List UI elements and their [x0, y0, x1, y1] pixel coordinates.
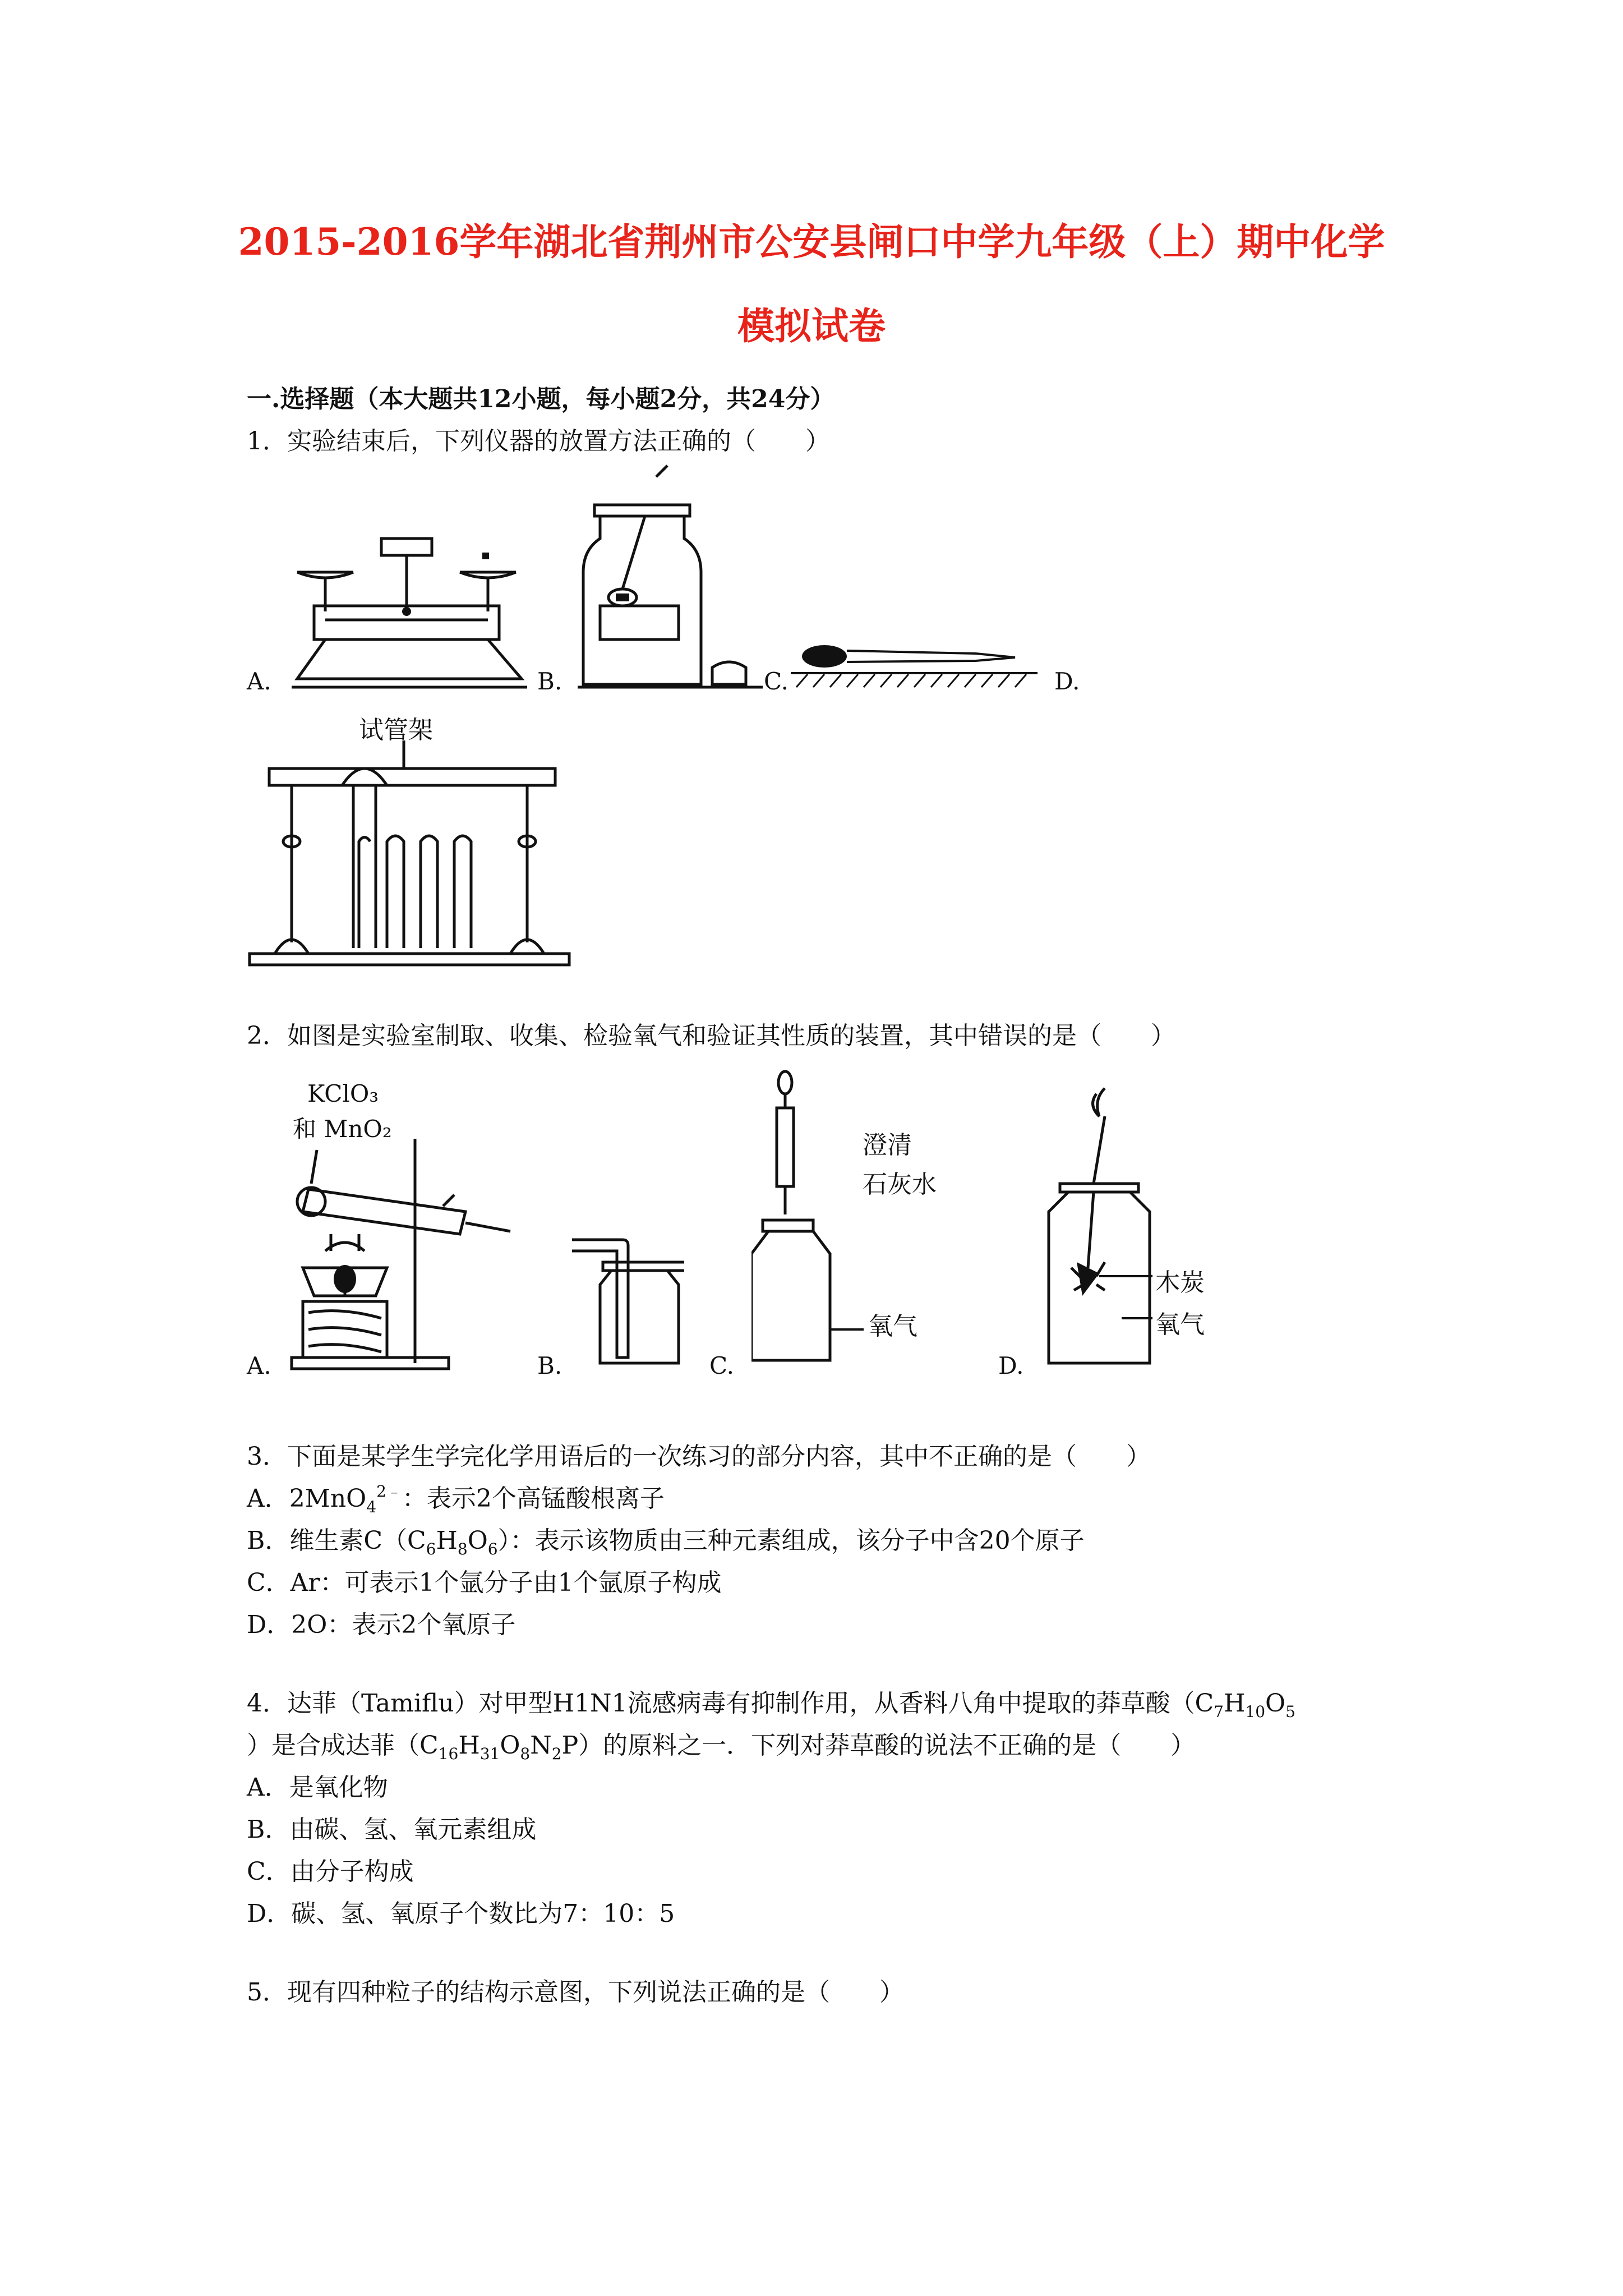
- q2-stem: 2．如图是实验室制取、收集、检验氧气和验证其性质的装置，其中错误的是（ ）: [247, 1022, 1175, 1050]
- q3-b-mid2: O: [467, 1526, 488, 1555]
- q4-l2-sub1: 16: [438, 1745, 459, 1763]
- q4-l2-mid1: H: [458, 1731, 480, 1760]
- q4-option-d: D．碳、氢、氧原子个数比为7：10：5: [247, 1899, 675, 1928]
- q2-option-c-label: C.: [709, 1352, 734, 1379]
- q3-b-sub2: 8: [457, 1540, 468, 1558]
- q4-l2-sub4: 2: [551, 1745, 562, 1763]
- q2-label-limewater-1: 澄清: [863, 1131, 912, 1159]
- q1-option-a-label: A.: [247, 668, 271, 695]
- q1-test-tube-rack-figure: [247, 740, 572, 970]
- q1-stem: 1．实验结束后，下列仪器的放置方法正确的（ ）: [247, 427, 830, 455]
- q4-stem-line2: [247, 1725, 1195, 1763]
- q3-b-text: B．维生素C（C: [247, 1526, 426, 1555]
- q4-l1-sub2: 10: [1245, 1703, 1266, 1721]
- q4-l2-text: ）是合成达菲（C: [247, 1731, 439, 1760]
- q1-option-b-label: B.: [537, 668, 562, 695]
- q2-option-d-label: D.: [998, 1352, 1024, 1379]
- q3-a-text: A．2MnO: [247, 1484, 367, 1513]
- q1-rack-label: 试管架: [359, 716, 433, 744]
- q3-a-sup: 2﹣: [376, 1482, 402, 1501]
- q1-option-c-label: C.: [764, 668, 789, 695]
- q4-l1-mid2: O: [1265, 1689, 1286, 1718]
- q1-balance-figure: [292, 527, 527, 696]
- q2-label-oxygen-c: 氧气: [868, 1312, 917, 1341]
- q3-stem: 3．下面是某学生学完化学用语后的一次练习的部分内容，其中不正确的是（ ）: [247, 1442, 1151, 1471]
- q5-stem: 5．现有四种粒子的结构示意图，下列说法正确的是（ ）: [247, 1978, 904, 2007]
- q4-option-c: C．由分子构成: [247, 1857, 414, 1886]
- q2-label-oxygen-d: 氧气: [1155, 1310, 1205, 1339]
- q4-option-a: A．是氧化物: [247, 1773, 388, 1802]
- q3-b-mid1: H: [436, 1526, 458, 1555]
- q2-label-mno2: 和 MnO₂: [293, 1115, 392, 1143]
- q3-option-c: C．Ar：可表示1个氩分子由1个氩原子构成: [247, 1568, 722, 1597]
- q3-b-sub3: 6: [487, 1540, 498, 1558]
- q3-option-b: [247, 1520, 1085, 1558]
- q3-a-desc: ：表示2个高锰酸根离子: [402, 1484, 665, 1513]
- q2-collection-bottle-figure: [572, 1234, 684, 1369]
- q4-l2-mid3: N: [530, 1731, 552, 1760]
- q4-l1-text: 4．达菲（Tamiflu）对甲型H1N1流感病毒有抑制作用，从香料八角中提取的莽草酸（C: [247, 1689, 1214, 1718]
- q1-option-d-label: D.: [1054, 668, 1080, 695]
- q2-label-charcoal: 木炭: [1155, 1268, 1205, 1297]
- q1-reagent-bottle-figure: [578, 460, 763, 696]
- q4-l2-desc: P）的原料之一．下列对莽草酸的说法不正确的是（ ）: [561, 1731, 1196, 1760]
- q3-b-desc: ）：表示该物质由三种元素组成，该分子中含20个原子: [497, 1526, 1085, 1555]
- q4-stem-line1: [247, 1683, 1295, 1721]
- q4-option-b: B．由碳、氢、氧元素组成: [247, 1815, 537, 1844]
- section-heading: 一.选择题（本大题共12小题，每小题2分，共24分）: [247, 385, 835, 413]
- q2-option-b-label: B.: [537, 1352, 562, 1379]
- q2-oxygen-leader-c: [830, 1324, 864, 1335]
- q3-a-sub: 4: [366, 1498, 377, 1516]
- q4-l1-mid1: H: [1224, 1689, 1246, 1718]
- q1-dropper-figure: [791, 634, 1038, 690]
- q2-limewater-test-figure: [751, 1069, 886, 1372]
- q4-l2-sub2: 31: [479, 1745, 500, 1763]
- paper-title-line1: 2015-2016学年湖北省荆州市公安县闸口中学九年级（上）期中化学: [238, 220, 1385, 264]
- q2-charcoal-combustion-figure: [1043, 1083, 1155, 1369]
- paper-title-line2: 模拟试卷: [737, 304, 886, 348]
- q2-option-a-label: A.: [247, 1352, 271, 1379]
- q2-label-kclo3: KClO₃: [307, 1080, 379, 1107]
- q4-l2-mid2: O: [500, 1731, 520, 1760]
- q3-option-d: D．2O：表示2个氧原子: [247, 1611, 516, 1639]
- q2-label-limewater-2: 石灰水: [863, 1170, 937, 1199]
- q2-heating-apparatus-figure: [286, 1139, 522, 1374]
- q4-l1-sub1: 7: [1214, 1703, 1224, 1721]
- q3-option-a: [247, 1478, 665, 1516]
- q4-l1-sub3: 5: [1285, 1703, 1295, 1721]
- q4-l2-sub3: 8: [520, 1745, 531, 1763]
- q3-b-sub1: 6: [426, 1540, 436, 1558]
